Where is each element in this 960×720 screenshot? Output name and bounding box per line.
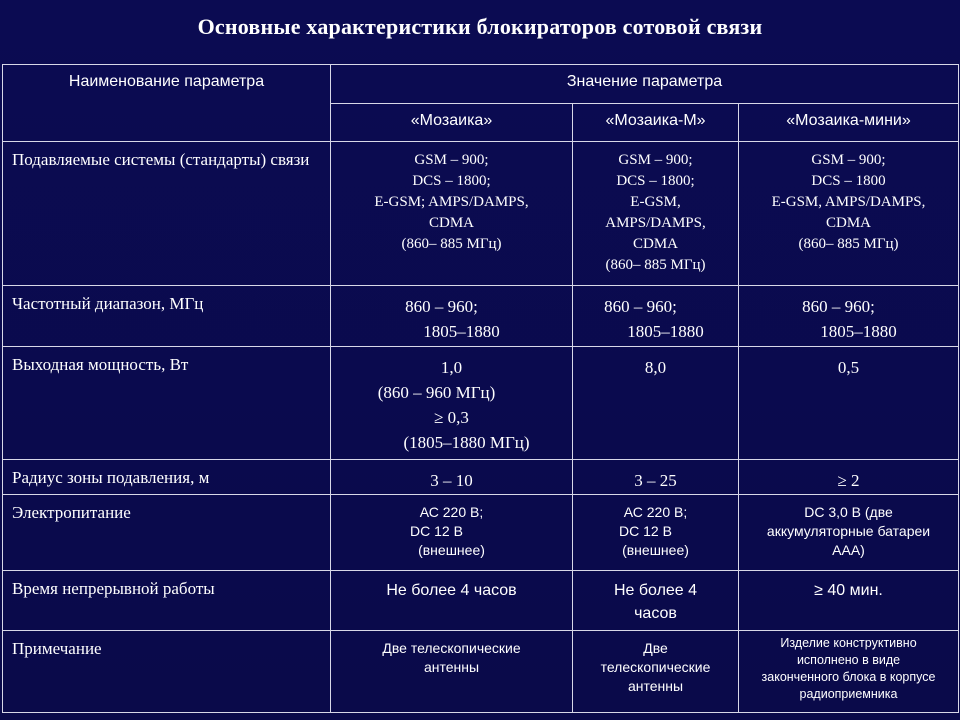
value-line: 8,0 [644,358,667,377]
value-line: АС 220 В; [623,504,688,520]
value-line: CDMA [632,236,678,252]
value-line: аккумуляторные батареи [766,523,931,539]
value-line: 1805–1880 [423,322,500,341]
value-line: DC 12 В [410,523,463,539]
table-row [3,142,959,286]
value-line: ≥ 40 мин. [814,582,883,599]
value-line: ААА) [832,542,865,558]
value-line: законченного блока в корпусе [761,670,936,684]
value-line: AMPS/DAMPS, [605,215,706,231]
value-line: GSM – 900; [811,152,886,168]
row-value-mozaika-mini [739,286,959,347]
row-value-mozaika-m [573,631,739,713]
row-value-mozaika [331,631,573,713]
row-value-mozaika-mini [739,571,959,631]
header-param-name: Наименование параметра [3,65,331,142]
value-line: антенны [423,659,480,675]
value-line: (внешнее) [418,542,485,558]
row-param-label: Примечание [3,631,331,713]
value-line: (860– 885 МГц) [401,236,502,252]
row-value-mozaika-m [573,142,739,286]
value-line: (860– 885 МГц) [605,257,706,273]
header-model-mozaika-m: «Мозаика-М» [573,103,739,142]
value-line: 3 – 10 [430,471,473,490]
value-line: E-GSM, [630,194,681,210]
value-line: 1,0 [440,358,463,377]
slide-title: Основные характеристики блокираторов сотовой связи [197,14,763,39]
table-row [3,286,959,347]
row-value-mozaika-mini [739,142,959,286]
row-value-mozaika-m [573,495,739,571]
value-line: Не более 4 [613,582,698,599]
row-value-mozaika-mini [739,460,959,495]
value-line: (860 – 960 МГц) [377,383,496,402]
value-line: DC 3,0 В (две [804,504,893,520]
value-line: E-GSM; AMPS/DAMPS, [374,194,529,210]
table-row [3,347,959,460]
value-line: DCS – 1800; [412,173,491,189]
row-value-mozaika [331,347,573,460]
value-line: DCS – 1800 [811,173,886,189]
row-value-mozaika-m [573,571,739,631]
value-line: 860 – 960; [604,297,677,316]
value-line: АС 220 В; [419,504,484,520]
value-line: часов [634,605,677,622]
value-line: 1805–1880 [627,322,704,341]
row-value-mozaika [331,571,573,631]
value-line: (1805–1880 МГц) [403,433,530,452]
value-line: DC 12 В [619,523,672,539]
value-line: 0,5 [837,358,860,377]
header-model-mozaika: «Мозаика» [331,103,573,142]
table-row [3,495,959,571]
value-line: телескопические [600,659,711,675]
row-value-mozaika-mini [739,347,959,460]
row-value-mozaika-m [573,347,739,460]
table-row [3,631,959,713]
value-line: Изделие конструктивно [780,636,917,650]
header-param-value: Значение параметра [331,65,959,104]
value-line: CDMA [428,215,474,231]
row-value-mozaika-mini [739,495,959,571]
row-value-mozaika-m [573,460,739,495]
value-line: E-GSM, AMPS/DAMPS, [771,194,926,210]
value-line: 3 – 25 [634,471,677,490]
value-line: Две телескопические [382,640,521,656]
row-param-label: Выходная мощность, Вт [3,347,331,460]
row-param-label: Электропитание [3,495,331,571]
row-param-label: Радиус зоны подавления, м [3,460,331,495]
value-line: (внешнее) [622,542,689,558]
value-line: 1805–1880 [820,322,897,341]
table-row [3,460,959,495]
value-line: DCS – 1800; [616,173,695,189]
value-line: 860 – 960; [405,297,478,316]
header-row-1 [3,65,959,104]
value-line: Не более 4 часов [386,582,517,599]
row-value-mozaika [331,460,573,495]
value-line: радиоприемника [799,687,898,701]
value-line: исполнено в виде [796,653,901,667]
characteristics-table [2,64,959,713]
row-value-mozaika [331,142,573,286]
value-line: GSM – 900; [618,152,693,168]
row-param-label: Подавляемые системы (стандарты) связи [3,142,331,286]
value-line: (860– 885 МГц) [798,236,899,252]
value-line: ≥ 0,3 [434,408,469,427]
row-value-mozaika [331,286,573,347]
row-value-mozaika-mini [739,631,959,713]
value-line: Две [643,640,668,656]
value-line: 860 – 960; [802,297,875,316]
table-row [3,571,959,631]
row-param-label: Время непрерывной работы [3,571,331,631]
header-model-mozaika-mini: «Мозаика-мини» [739,103,959,142]
row-value-mozaika-m [573,286,739,347]
value-line: GSM – 900; [414,152,489,168]
row-value-mozaika [331,495,573,571]
value-line: ≥ 2 [837,471,860,490]
value-line: антенны [627,678,684,694]
value-line: CDMA [826,215,872,231]
row-param-label: Частотный диапазон, МГц [3,286,331,347]
